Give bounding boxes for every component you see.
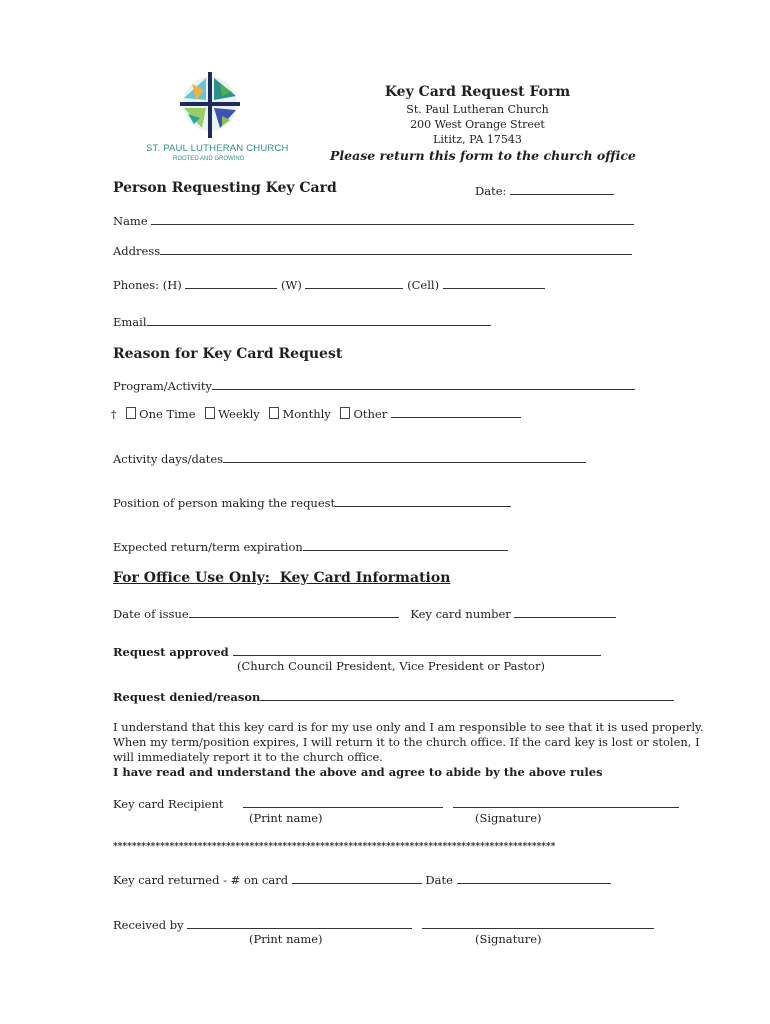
- position-field[interactable]: [335, 495, 511, 507]
- monthly-checkbox[interactable]: [269, 407, 279, 419]
- issue-label: Date of issue: [113, 607, 189, 621]
- one-time-checkbox[interactable]: [126, 407, 136, 419]
- monthly-label: Monthly: [282, 407, 331, 421]
- home-phone-field[interactable]: [185, 277, 277, 289]
- issue-field[interactable]: [189, 606, 399, 618]
- recipient-print-field[interactable]: [243, 796, 443, 808]
- office-heading: For Office Use Only: Key Card Information: [113, 570, 451, 586]
- cross-logo-icon: [140, 70, 280, 140]
- reason-heading: Reason for Key Card Request: [113, 346, 343, 362]
- days-label: Activity days/dates: [113, 452, 224, 466]
- work-phone-label: (W): [281, 278, 302, 292]
- other-checkbox[interactable]: [340, 407, 350, 419]
- denied-field[interactable]: [260, 689, 674, 701]
- approved-label: Request approved: [113, 645, 229, 659]
- returned-row: [113, 872, 611, 887]
- expiration-field[interactable]: [303, 539, 508, 551]
- date-row: [475, 183, 614, 198]
- email-label: Email: [113, 315, 147, 329]
- expiration-row: [113, 539, 508, 554]
- church-logo: [140, 70, 289, 170]
- agreement-line: When my term/position expires, I will return it to the church office. If the card key is lost or stolen, I: [113, 735, 700, 749]
- returned-label: Key card returned - # on card: [113, 873, 289, 887]
- recipient-signature-field[interactable]: [453, 796, 679, 808]
- church-street: 200 West Orange Street: [410, 118, 545, 131]
- position-row: [113, 495, 511, 510]
- other-field[interactable]: [391, 406, 521, 418]
- approved-field[interactable]: [233, 644, 601, 656]
- agreement-line: I understand that this key card is for my use only and I am responsible to see that it is used properly.: [113, 720, 704, 734]
- weekly-checkbox[interactable]: [205, 407, 215, 419]
- denied-label: Request denied/reason: [113, 690, 261, 704]
- recipient-print-caption: (Print name): [249, 811, 323, 825]
- church-city: Lititz, PA 17543: [433, 133, 522, 146]
- email-field[interactable]: [147, 314, 491, 326]
- approved-row: [113, 644, 601, 659]
- name-field[interactable]: [151, 213, 634, 225]
- form-header: [330, 84, 636, 163]
- phones-row: [113, 277, 545, 292]
- date-field[interactable]: [510, 183, 614, 195]
- card-number-label: Key card number: [410, 607, 511, 621]
- asterisk-divider: **********************************************************************************************: [113, 842, 556, 852]
- agreement-text: [113, 720, 704, 780]
- logo-church-name: ST. PAUL LUTHERAN CHURCH: [146, 143, 289, 154]
- received-print-field[interactable]: [187, 917, 412, 929]
- text-cursor-icon: †: [111, 408, 117, 421]
- position-label: Position of person making the request: [113, 496, 336, 510]
- address-row: [113, 243, 632, 258]
- days-row: [113, 451, 586, 466]
- form-title: Key Card Request Form: [384, 84, 571, 100]
- received-label: Received by: [113, 918, 184, 932]
- cell-phone-field[interactable]: [443, 277, 545, 289]
- requester-heading: Person Requesting Key Card: [113, 180, 337, 196]
- card-number-field[interactable]: [514, 606, 616, 618]
- one-time-label: One Time: [139, 407, 196, 421]
- date-label: Date:: [475, 184, 507, 198]
- agreement-line: will immediately report it to the church office.: [113, 750, 383, 764]
- program-row: [113, 378, 635, 393]
- church-name: St. Paul Lutheran Church: [406, 103, 549, 116]
- received-signature-field[interactable]: [422, 917, 654, 929]
- address-label: Address: [113, 244, 161, 258]
- home-phone-label: Phones: (H): [113, 278, 182, 292]
- email-row: [113, 314, 491, 329]
- recipient-label: Key card Recipient: [113, 797, 224, 811]
- weekly-label: Weekly: [218, 407, 260, 421]
- returned-date-field[interactable]: [457, 872, 611, 884]
- name-row: [113, 213, 634, 228]
- received-print-caption: (Print name): [249, 932, 323, 946]
- issue-row: [113, 606, 616, 621]
- cell-phone-label: (Cell): [407, 278, 440, 292]
- recipient-row: [113, 796, 679, 811]
- recipient-signature-caption: (Signature): [475, 811, 542, 825]
- expiration-label: Expected return/term expiration: [113, 540, 303, 554]
- program-label: Program/Activity: [113, 379, 212, 393]
- approved-note: (Church Council President, Vice President or Pastor): [237, 659, 545, 673]
- returned-card-field[interactable]: [292, 872, 422, 884]
- received-row: [113, 917, 654, 932]
- name-label: Name: [113, 214, 148, 228]
- logo-tagline: ROOTED AND GROWING: [173, 156, 245, 162]
- work-phone-field[interactable]: [305, 277, 403, 289]
- agreement-bold: I have read and understand the above and agree to abide by the above rules: [113, 765, 603, 779]
- frequency-row: [111, 406, 521, 421]
- returned-date-label: Date: [425, 873, 453, 887]
- received-signature-caption: (Signature): [475, 932, 542, 946]
- denied-row: [113, 689, 674, 704]
- days-field[interactable]: [223, 451, 586, 463]
- address-field[interactable]: [160, 243, 632, 255]
- program-field[interactable]: [212, 378, 635, 390]
- return-instruction: Please return this form to the church office: [330, 148, 636, 163]
- other-label: Other: [353, 407, 388, 421]
